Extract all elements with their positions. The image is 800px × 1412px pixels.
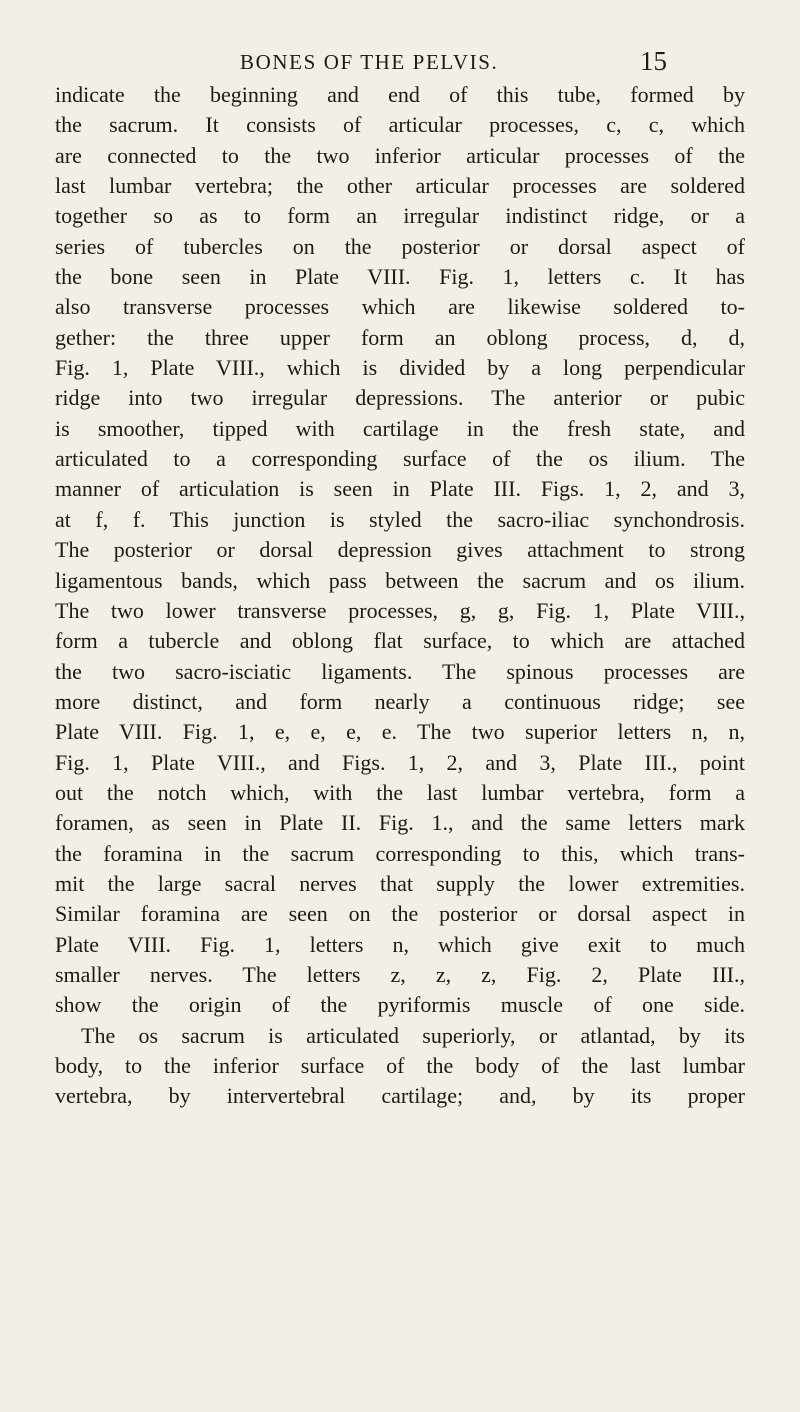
text-line: form a tubercle and oblong flat surface, to which are attached xyxy=(55,628,745,654)
text-line: Similar foramina are seen on the posterior or dorsal aspect in xyxy=(55,901,745,927)
text-line: the bone seen in Plate VIII. Fig. 1, letters c. It has xyxy=(55,264,745,290)
text-line: Plate VIII. Fig. 1, e, e, e, e. The two superior letters n, n, xyxy=(55,719,745,745)
text-line: manner of articulation is seen in Plate III. Figs. 1, 2, and 3, xyxy=(55,476,745,502)
text-line: articulated to a corresponding surface of the os ilium. The xyxy=(55,446,745,472)
text-line: The posterior or dorsal depression gives attachment to strong xyxy=(55,537,745,563)
text-line: Plate VIII. Fig. 1, letters n, which give exit to much xyxy=(55,931,745,957)
text-line: out the notch which, with the last lumbar vertebra, form a xyxy=(55,779,745,805)
text-line: is smoother, tipped with cartilage in the fresh state, and xyxy=(55,415,745,441)
page-number: 15 xyxy=(640,46,667,76)
text-line: ligamentous bands, which pass between the sacrum and os ilium. xyxy=(55,567,745,593)
text-line: Fig. 1, Plate VIII., which is divided by a long perpendicular xyxy=(55,355,745,381)
text-line: gether: the three upper form an oblong process, d, d, xyxy=(55,324,745,350)
running-title: BONES OF THE PELVIS. xyxy=(240,50,499,74)
body-text xyxy=(55,80,745,1112)
text-line: ridge into two irregular depressions. The anterior or pubic xyxy=(55,385,745,411)
text-line: together so as to form an irregular indistinct ridge, or a xyxy=(55,203,745,229)
text-line: show the origin of the pyriformis muscle of one side. xyxy=(55,992,745,1018)
text-line: The two lower transverse processes, g, g, Fig. 1, Plate VIII., xyxy=(55,597,745,623)
text-line: vertebra, by intervertebral cartilage; and, by its proper xyxy=(55,1083,745,1109)
text-line: the sacrum. It consists of articular processes, c, c, which xyxy=(55,112,745,138)
text-line: mit the large sacral nerves that supply the lower extremities. xyxy=(55,870,745,896)
text-line: body, to the inferior surface of the body of the last lumbar xyxy=(55,1053,745,1078)
text-line: Fig. 1, Plate VIII., and Figs. 1, 2, and 3, Plate III., point xyxy=(55,749,745,775)
paragraph-first-line: The os sacrum is articulated superiorly, or atlantad, by its xyxy=(81,1022,745,1048)
text-line: are connected to the two inferior articular processes of the xyxy=(55,142,745,168)
text-line: foramen, as seen in Plate II. Fig. 1., and the same letters mark xyxy=(55,810,745,836)
text-line: more distinct, and form nearly a continuous ridge; see xyxy=(55,688,745,714)
text-line: the two sacro-isciatic ligaments. The spinous processes are xyxy=(55,658,745,684)
text-line: also transverse processes which are likewise soldered to- xyxy=(55,294,745,320)
text-line: last lumbar vertebra; the other articular processes are soldered xyxy=(55,173,745,199)
text-line: indicate the beginning and end of this tube, formed by xyxy=(55,82,745,107)
text-line: smaller nerves. The letters z, z, z, Fig. 2, Plate III., xyxy=(55,961,745,987)
text-line: the foramina in the sacrum corresponding to this, which trans- xyxy=(55,840,745,866)
text-line: at f, f. This junction is styled the sacro-iliac synchondrosis. xyxy=(55,506,745,532)
text-line: series of tubercles on the posterior or dorsal aspect of xyxy=(55,233,745,259)
